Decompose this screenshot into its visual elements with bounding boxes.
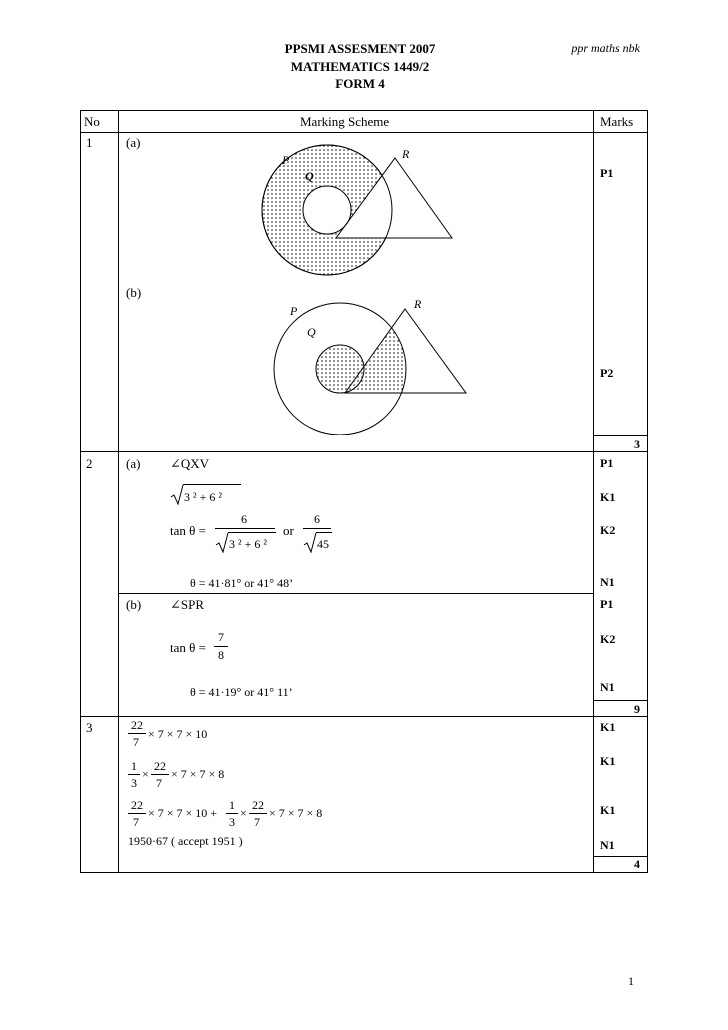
q3-r3-bar1 xyxy=(128,813,146,814)
q3-r3-rest: × 7 × 7 × 8 xyxy=(269,806,323,820)
q3-r2-bar1 xyxy=(128,774,140,775)
venn-b-label-q: Q xyxy=(307,325,316,339)
sqrt-sign-2 xyxy=(215,532,229,554)
q2-frac2-bar xyxy=(303,528,331,529)
q3-r1-den: 7 xyxy=(133,735,139,749)
header-subject: MATHEMATICS 1449/2 xyxy=(290,59,430,74)
q3-r2-rest: × 7 × 7 × 8 xyxy=(171,767,225,781)
venn-a-label-r: R xyxy=(402,147,410,161)
q3-r3-den2: 3 xyxy=(229,815,235,829)
q2-mark-7: N1 xyxy=(600,680,615,694)
q3-r2-bar2 xyxy=(151,774,169,775)
q3-r3-num2: 1 xyxy=(229,798,235,812)
q3-r3-bar3 xyxy=(249,813,267,814)
q1-part-a-label: (a) xyxy=(126,135,141,150)
col-header-scheme: Marking Scheme xyxy=(300,114,390,129)
q3-r3-num3: 22 xyxy=(252,798,264,812)
sqrt-bar-3 xyxy=(316,532,332,533)
venn-a-label-q: Q xyxy=(305,169,314,183)
sqrt-sign-1 xyxy=(170,484,184,506)
sqrt-bar-2 xyxy=(228,532,276,533)
q2-answer-b: θ = 41·19° or 41° 11’ xyxy=(190,685,293,699)
q2-number: 2 xyxy=(86,456,93,471)
q3-r1-rest: × 7 × 7 × 10 xyxy=(148,727,208,741)
sqrt-bar-1 xyxy=(183,484,241,485)
q2-sqrt-expr: 3 ² + 6 ² xyxy=(184,490,222,504)
q2-part-b-label: (b) xyxy=(126,597,142,612)
q3-mark-4: N1 xyxy=(600,838,615,852)
q2-frac2-den: 45 xyxy=(317,537,329,551)
q2-frac3-num: 7 xyxy=(218,630,224,644)
col-header-marks: Marks xyxy=(600,114,634,129)
q2-tan-lhs-a: tan θ = xyxy=(170,523,206,538)
q3-r3-num1: 22 xyxy=(131,798,143,812)
q3-r3-x: × xyxy=(240,806,247,820)
q2-mark-6: K2 xyxy=(600,632,616,646)
q3-r1-bar xyxy=(128,733,146,734)
col-header-no: No xyxy=(84,114,100,129)
venn-a-label-p: P xyxy=(282,153,290,167)
page-number: 1 xyxy=(628,974,634,988)
q1-total: 3 xyxy=(634,437,640,451)
q2-frac2-num: 6 xyxy=(314,512,320,526)
header-form: FORM 4 xyxy=(335,76,385,91)
q2-frac1-bar xyxy=(215,528,275,529)
q3-r3-bar2 xyxy=(226,813,238,814)
q2-total: 9 xyxy=(634,702,640,716)
q2-mark-5: P1 xyxy=(600,597,614,611)
sqrt-sign-3 xyxy=(303,532,317,554)
q2-frac3-bar xyxy=(214,646,228,647)
q2-mark-3: K2 xyxy=(600,523,616,537)
q2-frac1-den: 3 ² + 6 ² xyxy=(229,537,267,551)
q2-angle-b: ∠SPR xyxy=(170,597,205,612)
q3-r3-den3: 7 xyxy=(254,815,260,829)
q2-answer-a: θ = 41·81° or 41° 48’ xyxy=(190,576,294,590)
q2-angle-a: ∠QXV xyxy=(170,456,210,471)
q2-mark-4: N1 xyxy=(600,575,615,589)
header-title: PPSMI ASSESMENT 2007 xyxy=(284,41,436,56)
q2-or: or xyxy=(283,523,294,538)
q3-r2-num1: 1 xyxy=(131,759,137,773)
q1-part-b-label: (b) xyxy=(126,285,142,300)
q3-r2-den2: 7 xyxy=(156,776,162,790)
q3-r2-num2: 22 xyxy=(154,759,166,773)
q2-part-a-label: (a) xyxy=(126,456,141,471)
q3-total: 4 xyxy=(634,857,640,871)
venn-b-label-p: P xyxy=(290,304,298,318)
header-source: ppr maths nbk xyxy=(571,41,640,55)
q3-mark-1: K1 xyxy=(600,720,616,734)
q3-mark-2: K1 xyxy=(600,754,616,768)
q2-frac1-num: 6 xyxy=(241,512,247,526)
q3-r1-num: 22 xyxy=(131,718,143,732)
venn-b-label-r: R xyxy=(414,297,422,311)
q3-answer: 1950·67 ( accept 1951 ) xyxy=(128,834,243,848)
q3-r3-mid: × 7 × 7 × 10 + xyxy=(148,806,218,820)
q2-mark-2: K1 xyxy=(600,490,616,504)
q3-r2-mid: × xyxy=(142,767,149,781)
q3-number: 3 xyxy=(86,720,93,735)
q2-frac3-den: 8 xyxy=(218,648,224,662)
q3-r2-den1: 3 xyxy=(131,776,137,790)
q2-mark-1: P1 xyxy=(600,456,614,470)
q3-mark-3: K1 xyxy=(600,803,616,817)
q3-r3-den1: 7 xyxy=(133,815,139,829)
q1-mark-b: P2 xyxy=(600,366,614,380)
q1-number: 1 xyxy=(86,135,93,150)
q1-mark-a: P1 xyxy=(600,166,614,180)
q2-tan-lhs-b: tan θ = xyxy=(170,640,206,655)
